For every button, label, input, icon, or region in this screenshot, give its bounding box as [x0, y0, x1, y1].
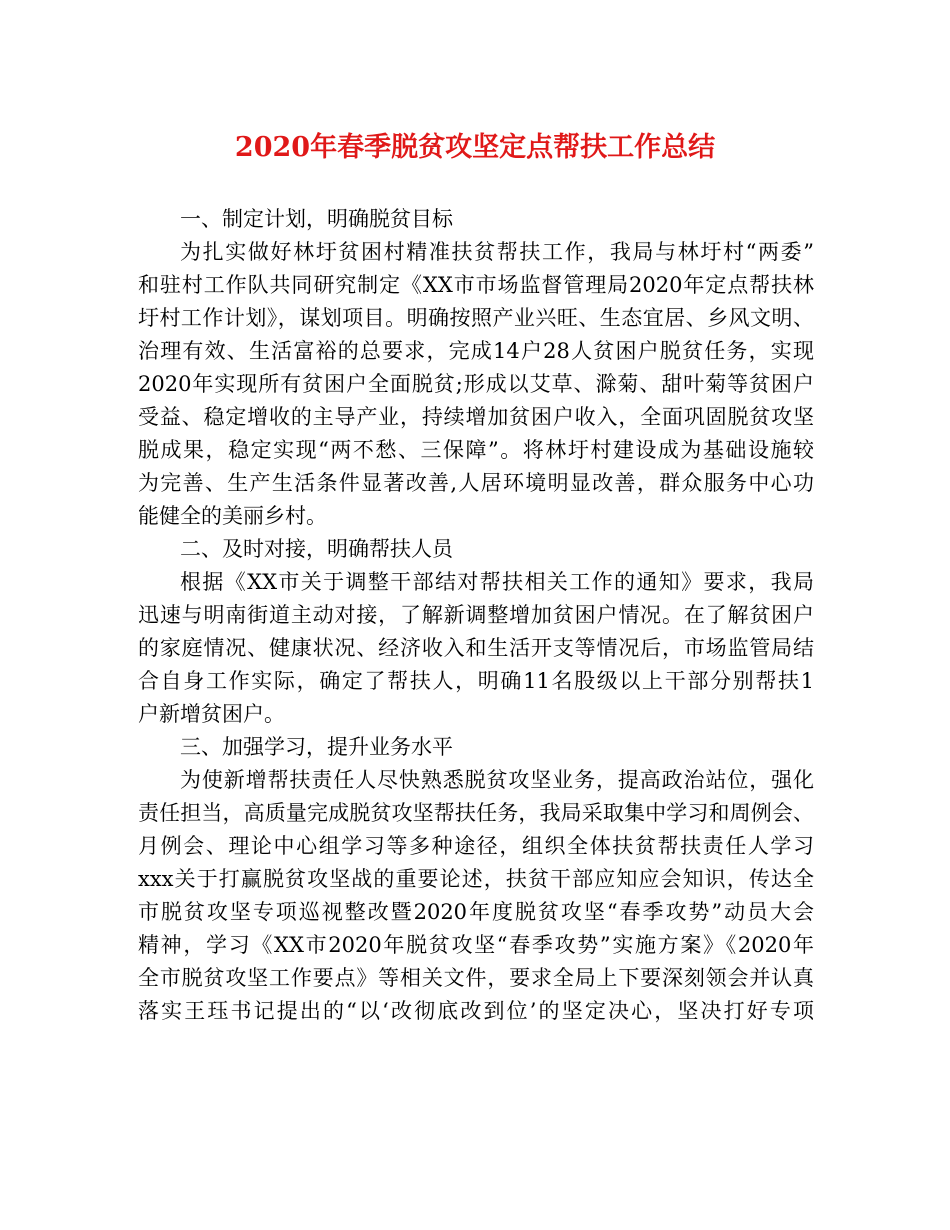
body-text-line: 一、制定计划，明确脱贫目标 — [180, 207, 453, 231]
body-text-line: 三、加强学习，提升业务水平 — [180, 735, 453, 759]
body-text-line: 户新增贫困户。 — [138, 702, 285, 726]
body-text-line: 根据《XX市关于调整干部结对帮扶相关工作的通知》要求，我局 — [180, 570, 814, 594]
body-text-line: 2020年实现所有贫困户全面脱贫;形成以艾草、滁菊、甜叶菊等贫困户 — [138, 372, 814, 396]
body-text-line: 的家庭情况、健康状况、经济收入和生活开支等情况后，市场监管局结 — [138, 636, 814, 660]
body-text-line: 二、及时对接，明确帮扶人员 — [180, 537, 453, 561]
body-text-line: 治理有效、生活富裕的总要求，完成14户28人贫困户脱贫任务，实现 — [138, 339, 814, 363]
body-text-line: 合自身工作实际，确定了帮扶人，明确11名股级以上干部分别帮扶1 — [138, 669, 814, 693]
body-text-line: 受益、稳定增收的主导产业，持续增加贫困户收入，全面巩固脱贫攻坚 — [138, 405, 814, 429]
body-text-line: xxx关于打赢脱贫攻坚战的重要论述，扶贫干部应知应会知识，传达全 — [138, 867, 814, 891]
body-text-line: 为使新增帮扶责任人尽快熟悉脱贫攻坚业务，提高政治站位，强化 — [180, 768, 814, 792]
body-text-line: 落实王珏书记提出的“以‘改彻底改到位’的坚定决心，坚决打好专项 — [138, 999, 814, 1023]
document-body — [138, 203, 814, 1028]
body-text-line: 迅速与明南街道主动对接，了解新调整增加贫困户情况。在了解贫困户 — [138, 603, 814, 627]
document-title: 2020年春季脱贫攻坚定点帮扶工作总结 — [234, 132, 716, 163]
body-text-line: 和驻村工作队共同研究制定《XX市市场监督管理局2020年定点帮扶林 — [138, 273, 814, 297]
body-text-line: 全市脱贫攻坚工作要点》等相关文件，要求全局上下要深刻领会并认真 — [138, 966, 814, 990]
body-text-line: 精神，学习《XX市2020年脱贫攻坚“春季攻势”实施方案》《2020年 — [138, 933, 814, 957]
body-text-line: 月例会、理论中心组学习等多种途径，组织全体扶贫帮扶责任人学习 — [138, 834, 814, 858]
body-text-line: 为扎实做好林圩贫困村精准扶贫帮扶工作，我局与林圩村“两委” — [180, 240, 814, 264]
body-text-line: 责任担当，高质量完成脱贫攻坚帮扶任务，我局采取集中学习和周例会、 — [138, 801, 814, 825]
body-text-line: 市脱贫攻坚专项巡视整改暨2020年度脱贫攻坚“春季攻势”动员大会 — [138, 900, 814, 924]
body-text-line: 能健全的美丽乡村。 — [138, 504, 327, 528]
body-text-line: 为完善、生产生活条件显著改善,人居环境明显改善，群众服务中心功 — [138, 471, 814, 495]
body-text-line: 圩村工作计划》，谋划项目。明确按照产业兴旺、生态宜居、乡风文明、 — [138, 306, 814, 330]
body-text-line: 脱成果，稳定实现“两不愁、三保障”。将林圩村建设成为基础设施较 — [138, 438, 814, 462]
